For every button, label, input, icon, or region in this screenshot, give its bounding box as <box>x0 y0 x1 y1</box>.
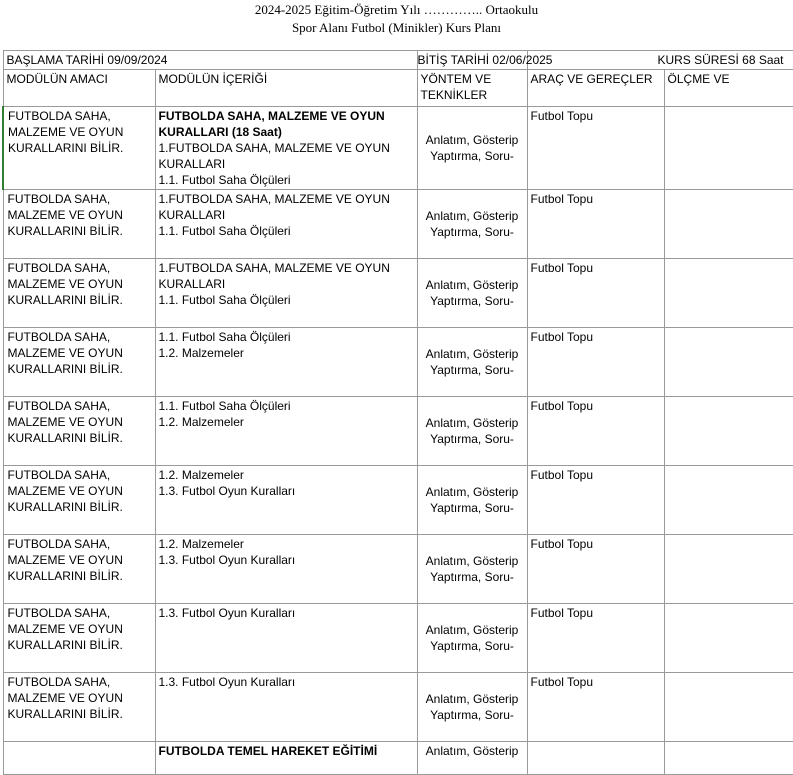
module-content <box>155 466 417 535</box>
tools-cell: Futbol Topu <box>527 466 664 535</box>
module-goal: FUTBOLDA SAHA, MALZEME VE OYUN KURALLARINI BİLİR. <box>3 466 155 535</box>
module-goal: FUTBOLDA SAHA, MALZEME VE OYUN KURALLARINI BİLİR. <box>3 397 155 466</box>
module-goal: FUTBOLDA SAHA, MALZEME VE OYUN KURALLARINI BİLİR. <box>3 535 155 604</box>
tools-cell: Futbol Topu <box>527 328 664 397</box>
end-date: BİTİŞ TARİHİ 02/06/2025 <box>417 51 527 70</box>
module-content-line: 1.1. Futbol Saha Ölçüleri <box>158 224 291 238</box>
assessment-cell <box>664 259 793 328</box>
module-content <box>155 190 417 259</box>
tools-cell: Futbol Topu <box>527 107 664 190</box>
module-content-line: 1.3. Futbol Oyun Kuralları <box>158 606 296 620</box>
module-content-line: 1.3. Futbol Oyun Kuralları <box>158 484 296 498</box>
method-cell: Anlatım, Gösterip <box>417 742 527 775</box>
plan-row <box>3 190 793 259</box>
column-header-goal: MODÜLÜN AMACI <box>3 70 155 107</box>
module-content-line: 1.1. Futbol Saha Ölçüleri <box>158 330 291 344</box>
assessment-cell <box>664 397 793 466</box>
module-content <box>155 604 417 673</box>
plan-row <box>3 466 793 535</box>
assessment-cell <box>664 190 793 259</box>
column-header-assessment: ÖLÇME VE <box>664 70 793 107</box>
module-content <box>155 673 417 742</box>
module-content-line: 1.2. Malzemeler <box>158 415 244 429</box>
assessment-cell <box>664 604 793 673</box>
document-title-line2: Spor Alanı Futbol (Minikler) Kurs Planı <box>291 20 502 35</box>
course-plan-table <box>2 50 793 775</box>
column-header-method: YÖNTEM VE TEKNİKLER <box>417 70 527 107</box>
module-content <box>155 259 417 328</box>
assessment-cell <box>664 673 793 742</box>
plan-row <box>3 259 793 328</box>
module-content <box>155 397 417 466</box>
method-cell: Anlatım, Gösterip Yaptırma, Soru- <box>417 259 527 328</box>
module-content <box>155 107 417 190</box>
assessment-cell <box>664 328 793 397</box>
start-date: BAŞLAMA TARİHİ 09/09/2024 <box>3 51 417 70</box>
module-content-line: 1.2. Malzemeler <box>158 537 244 551</box>
plan-row <box>3 535 793 604</box>
method-cell: Anlatım, Gösterip Yaptırma, Soru- <box>417 190 527 259</box>
module-content-line: 1.1. Futbol Saha Ölçüleri <box>158 399 291 413</box>
module-goal: FUTBOLDA SAHA, MALZEME VE OYUN KURALLARINI BİLİR. <box>3 604 155 673</box>
plan-row <box>3 742 793 775</box>
module-content-line: 1.FUTBOLDA SAHA, MALZEME VE OYUN KURALLARI <box>158 141 390 171</box>
method-cell: Anlatım, Gösterip Yaptırma, Soru- <box>417 466 527 535</box>
column-header-tools: ARAÇ VE GEREÇLER <box>527 70 664 107</box>
column-header-content: MODÜLÜN İÇERİĞİ <box>155 70 417 107</box>
module-content-heading: FUTBOLDA SAHA, MALZEME VE OYUN KURALLARI (18 Saat) <box>158 109 385 139</box>
module-content-line: 1.2. Malzemeler <box>158 346 244 360</box>
assessment-cell <box>664 466 793 535</box>
module-content-heading: FUTBOLDA TEMEL HAREKET EĞİTİMİ <box>155 742 417 775</box>
tools-cell <box>527 742 664 775</box>
module-content-line: 1.FUTBOLDA SAHA, MALZEME VE OYUN KURALLARI <box>158 261 390 291</box>
method-cell: Anlatım, Gösterip Yaptırma, Soru- <box>417 328 527 397</box>
plan-row <box>3 328 793 397</box>
assessment-cell <box>664 535 793 604</box>
module-content-line: 1.1. Futbol Saha Ölçüleri <box>158 293 291 307</box>
tools-cell: Futbol Topu <box>527 604 664 673</box>
course-duration: KURS SÜRESİ 68 Saat <box>527 51 793 70</box>
document-title-line1: 2024-2025 Eğitim-Öğretim Yılı ………….. Ortaokulu <box>254 2 539 17</box>
meta-row <box>3 51 793 70</box>
module-goal: FUTBOLDA SAHA, MALZEME VE OYUN KURALLARINI BİLİR. <box>3 107 155 190</box>
module-content <box>155 535 417 604</box>
module-content-line: 1.FUTBOLDA SAHA, MALZEME VE OYUN KURALLARI <box>158 192 390 222</box>
module-goal: FUTBOLDA SAHA, MALZEME VE OYUN KURALLARINI BİLİR. <box>3 328 155 397</box>
plan-row <box>3 107 793 190</box>
tools-cell: Futbol Topu <box>527 259 664 328</box>
module-content-line: 1.1. Futbol Saha Ölçüleri <box>158 173 291 187</box>
tools-cell: Futbol Topu <box>527 397 664 466</box>
method-cell: Anlatım, Gösterip Yaptırma, Soru- <box>417 107 527 190</box>
assessment-cell <box>664 107 793 190</box>
module-goal: FUTBOLDA SAHA, MALZEME VE OYUN KURALLARINI BİLİR. <box>3 673 155 742</box>
module-goal <box>3 742 155 775</box>
tools-cell: Futbol Topu <box>527 190 664 259</box>
module-content-line: 1.3. Futbol Oyun Kuralları <box>158 675 296 689</box>
plan-row <box>3 673 793 742</box>
module-content-line: 1.2. Malzemeler <box>158 468 244 482</box>
plan-row <box>3 397 793 466</box>
method-cell: Anlatım, Gösterip Yaptırma, Soru- <box>417 604 527 673</box>
plan-row <box>3 604 793 673</box>
method-cell: Anlatım, Gösterip Yaptırma, Soru- <box>417 673 527 742</box>
method-cell: Anlatım, Gösterip Yaptırma, Soru- <box>417 535 527 604</box>
assessment-cell <box>664 742 793 775</box>
module-content-line: 1.3. Futbol Oyun Kuralları <box>158 553 296 567</box>
tools-cell: Futbol Topu <box>527 673 664 742</box>
column-header-row <box>3 70 793 107</box>
module-content <box>155 328 417 397</box>
method-cell: Anlatım, Gösterip Yaptırma, Soru- <box>417 397 527 466</box>
module-goal: FUTBOLDA SAHA, MALZEME VE OYUN KURALLARINI BİLİR. <box>3 259 155 328</box>
module-goal: FUTBOLDA SAHA, MALZEME VE OYUN KURALLARINI BİLİR. <box>3 190 155 259</box>
tools-cell: Futbol Topu <box>527 535 664 604</box>
